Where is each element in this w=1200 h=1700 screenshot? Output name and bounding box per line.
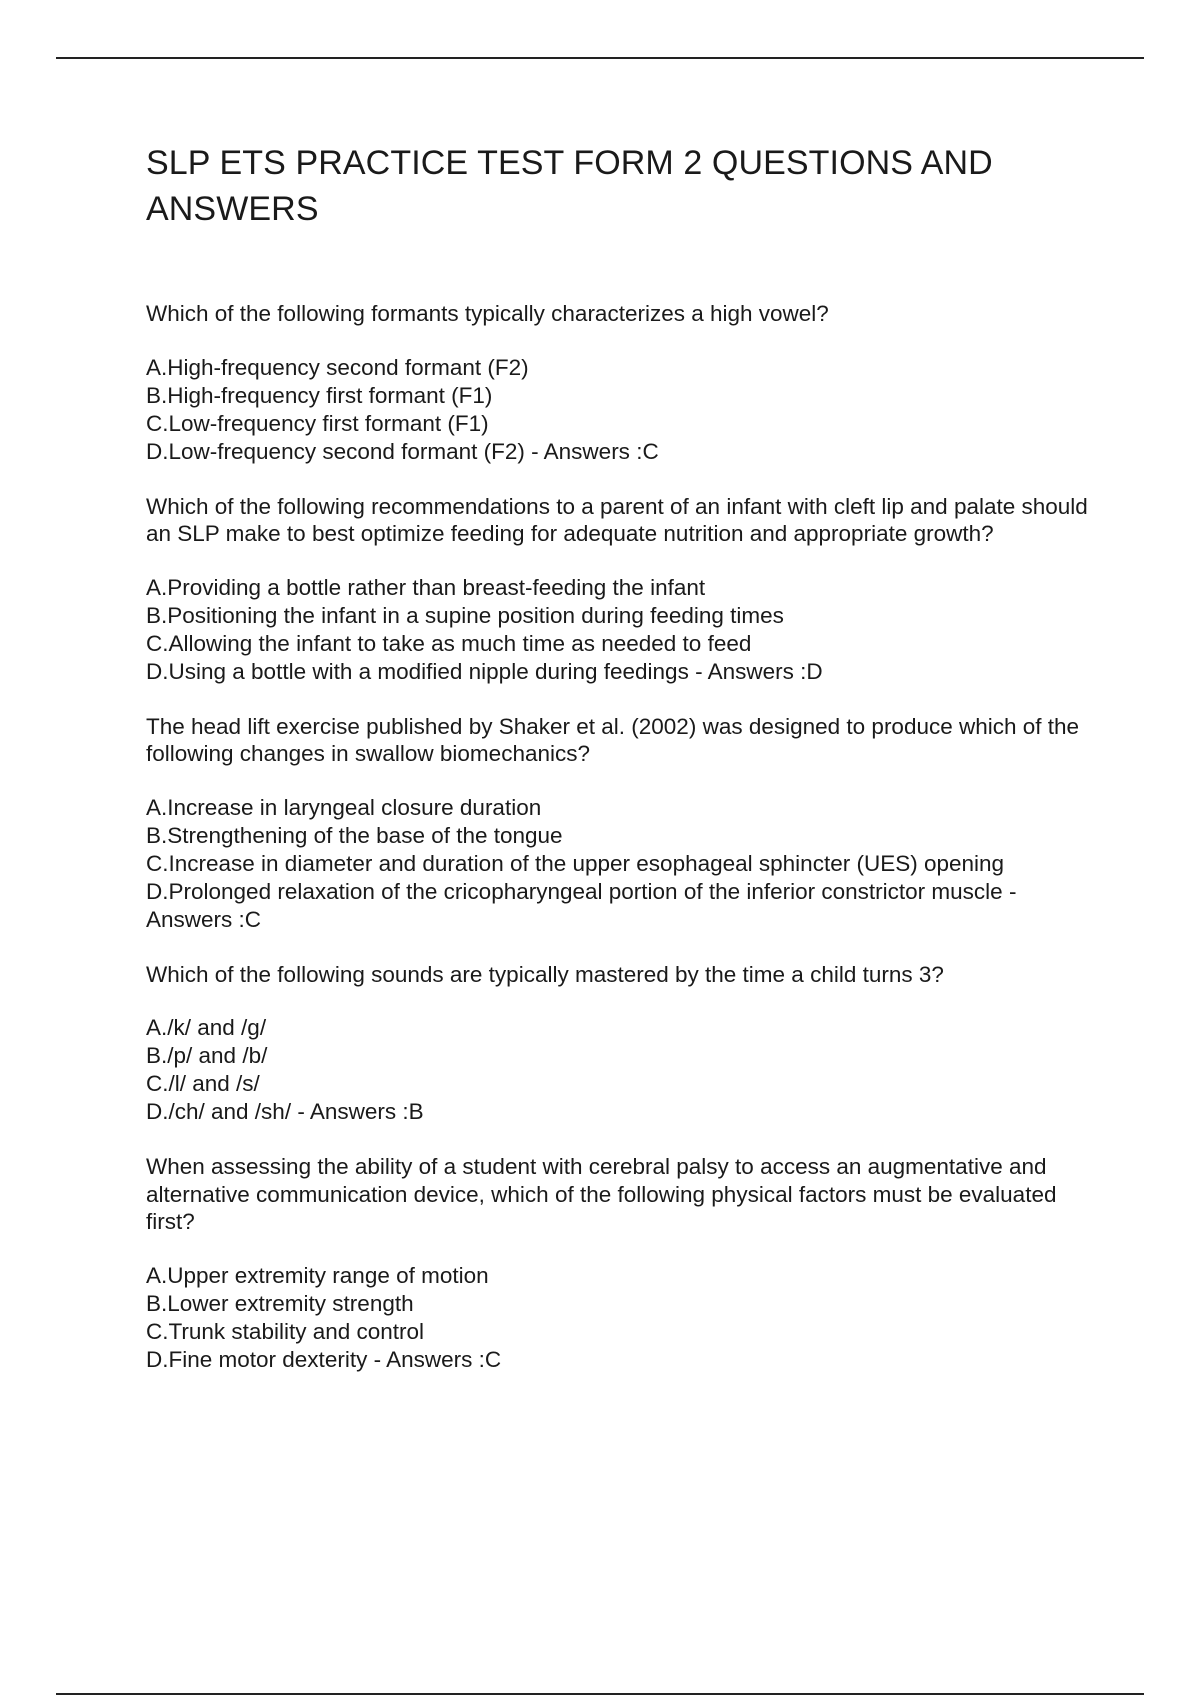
document-page	[146, 140, 1106, 1401]
question-text: Which of the following formants typically characterizes a high vowel?	[146, 301, 829, 326]
option-d: D.Using a bottle with a modified nipple during feedings - Answers :D	[146, 658, 823, 684]
answer-options	[146, 354, 1106, 466]
question-list	[146, 300, 1106, 1374]
option-a: A.High-frequency second formant (F2)	[146, 354, 529, 380]
header-rule	[56, 57, 1144, 59]
option-b: B./p/ and /b/	[146, 1043, 268, 1068]
option-a: A.Increase in laryngeal closure duration	[146, 794, 542, 820]
answer-options	[146, 1014, 1106, 1126]
option-c: C.Trunk stability and control	[146, 1318, 425, 1344]
question-block	[146, 493, 1106, 686]
question-text: Which of the following recommendations to a parent of an infant with cleft lip and palate should an SLP make to best optimize feeding for adequate nutrition and appropriate growth?	[146, 493, 1088, 546]
question-text: The head lift exercise published by Shaker et al. (2002) was designed to produce which of the following changes in swallow biomechanics?	[146, 713, 1080, 766]
option-c: C.Low-frequency first formant (F1)	[146, 410, 489, 436]
answer-options	[146, 1262, 1106, 1374]
question-text: When assessing the ability of a student with cerebral palsy to access an augmentative and alternative communication device, which of the following physical factors must be evaluated first?	[146, 1154, 1057, 1234]
footer-rule	[56, 1693, 1144, 1695]
question-block	[146, 961, 1106, 1127]
question-block	[146, 1153, 1106, 1374]
option-b: B.Lower extremity strength	[146, 1290, 414, 1316]
option-c: C./l/ and /s/	[146, 1071, 260, 1096]
option-d: D./ch/ and /sh/ - Answers :B	[146, 1099, 424, 1124]
option-a: A.Upper extremity range of motion	[146, 1262, 489, 1288]
option-d: D.Prolonged relaxation of the cricopharyngeal portion of the inferior constrictor muscle - Answers :C	[146, 878, 1017, 932]
question-block	[146, 713, 1106, 934]
option-c: C.Increase in diameter and duration of the upper esophageal sphincter (UES) opening	[146, 850, 1005, 876]
question-text: Which of the following sounds are typically mastered by the time a child turns 3?	[146, 961, 944, 987]
option-c: C.Allowing the infant to take as much time as needed to feed	[146, 630, 752, 656]
option-b: B.Strengthening of the base of the tongue	[146, 822, 563, 848]
answer-options	[146, 794, 1106, 934]
option-a: A.Providing a bottle rather than breast-feeding the infant	[146, 574, 706, 600]
document-title: SLP ETS PRACTICE TEST FORM 2 QUESTIONS AND ANSWERS	[146, 144, 993, 228]
option-a: A./k/ and /g/	[146, 1015, 267, 1040]
option-d: D.Low-frequency second formant (F2) - Answers :C	[146, 438, 659, 464]
option-b: B.Positioning the infant in a supine position during feeding times	[146, 602, 784, 628]
option-b: B.High-frequency first formant (F1)	[146, 382, 493, 408]
question-block	[146, 300, 1106, 466]
option-d: D.Fine motor dexterity - Answers :C	[146, 1346, 502, 1372]
answer-options	[146, 574, 1106, 686]
